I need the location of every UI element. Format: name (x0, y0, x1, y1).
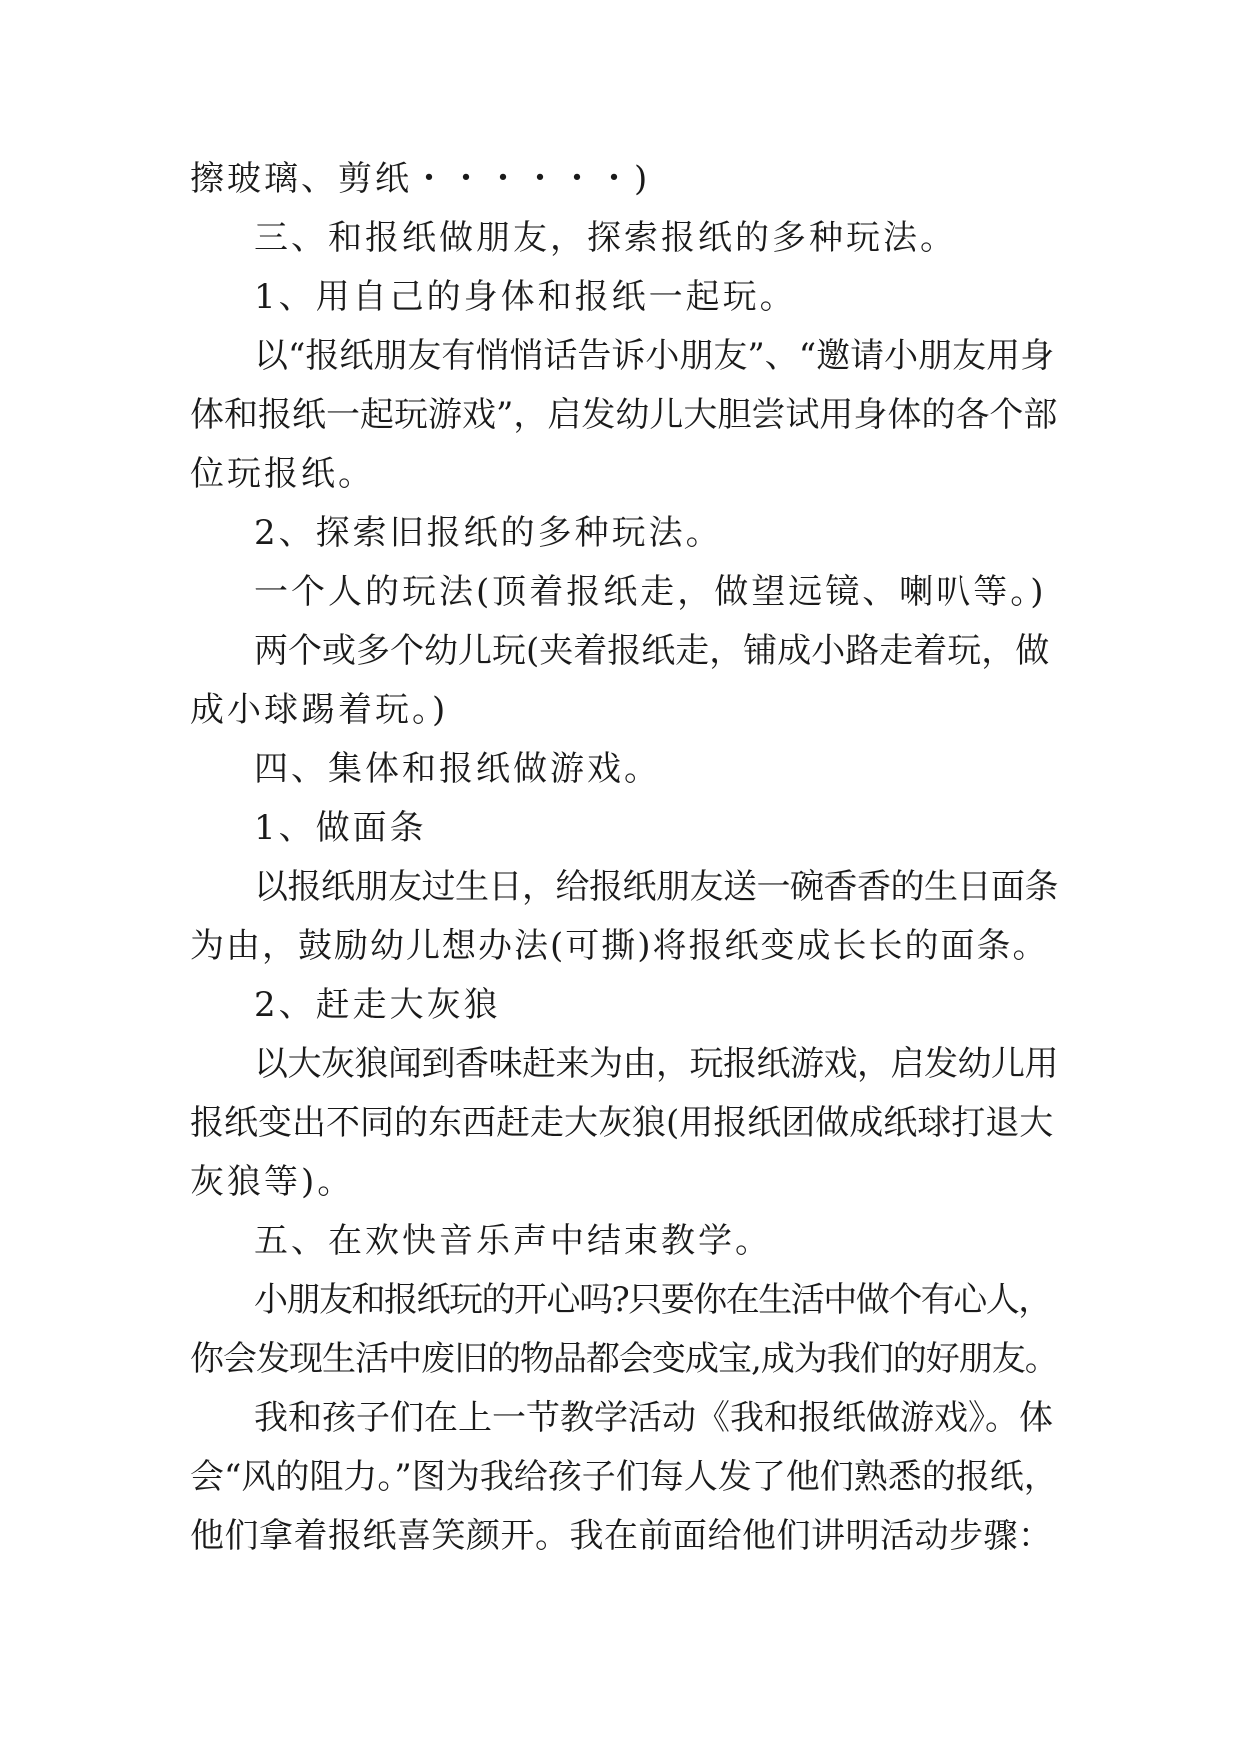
text-line: 位玩报纸。 (190, 454, 375, 494)
text-line: 会“风的阻力。”图为我给孩子们每人发了他们熟悉的报纸， (190, 1457, 1058, 1497)
text-line: 灰狼等)。 (190, 1162, 355, 1202)
text-line: 他们拿着报纸喜笑颜开。我在前面给他们讲明活动步骤： (190, 1516, 1053, 1556)
text-line: 一个人的玩法(顶着报纸走，做望远镜、喇叭等。) (254, 572, 1047, 612)
text-line: 两个或多个幼儿玩(夹着报纸走，铺成小路走着玩，做 (254, 631, 1050, 671)
text-line: 五、在欢快音乐声中结束教学。 (254, 1221, 772, 1261)
text-line: 你会发现生活中废旧的物品都会变成宝,成为我们的好朋友。 (190, 1339, 1058, 1379)
text-line: 2、探索旧报纸的多种玩法。 (254, 513, 723, 553)
text-line: 1、做面条 (254, 808, 427, 848)
text-line: 为由，鼓励幼儿想办法(可撕)将报纸变成长长的面条。 (190, 926, 1049, 966)
text-line: 2、赶走大灰狼 (254, 985, 501, 1025)
text-line: 三、和报纸做朋友，探索报纸的多种玩法。 (254, 218, 957, 258)
text-line: 报纸变出不同的东西赶走大灰狼(用报纸团做成纸球打退大 (190, 1103, 1054, 1143)
text-line: 成小球踢着玩。) (190, 690, 449, 730)
text-line: 四、集体和报纸做游戏。 (254, 749, 661, 789)
text-line: 以“报纸朋友有悄悄话告诉小朋友”、“邀请小朋友用身 (254, 336, 1055, 376)
text-line: 以大灰狼闻到香味赶来为由，玩报纸游戏，启发幼儿用 (254, 1044, 1058, 1084)
text-line: 以报纸朋友过生日，给报纸朋友送一碗香香的生日面条 (254, 867, 1058, 907)
text-line: 擦玻璃、剪纸・・・・・・) (190, 159, 651, 199)
text-line: 体和报纸一起玩游戏”，启发幼儿大胆尝试用身体的各个部 (190, 395, 1058, 435)
document-body (190, 150, 1060, 1566)
text-line: 我和孩子们在上一节教学活动《我和报纸做游戏》。体 (254, 1398, 1053, 1438)
text-line: 小朋友和报纸玩的开心吗?只要你在生活中做个有心人， (254, 1280, 1051, 1320)
text-line: 1、用自己的身体和报纸一起玩。 (254, 277, 797, 317)
